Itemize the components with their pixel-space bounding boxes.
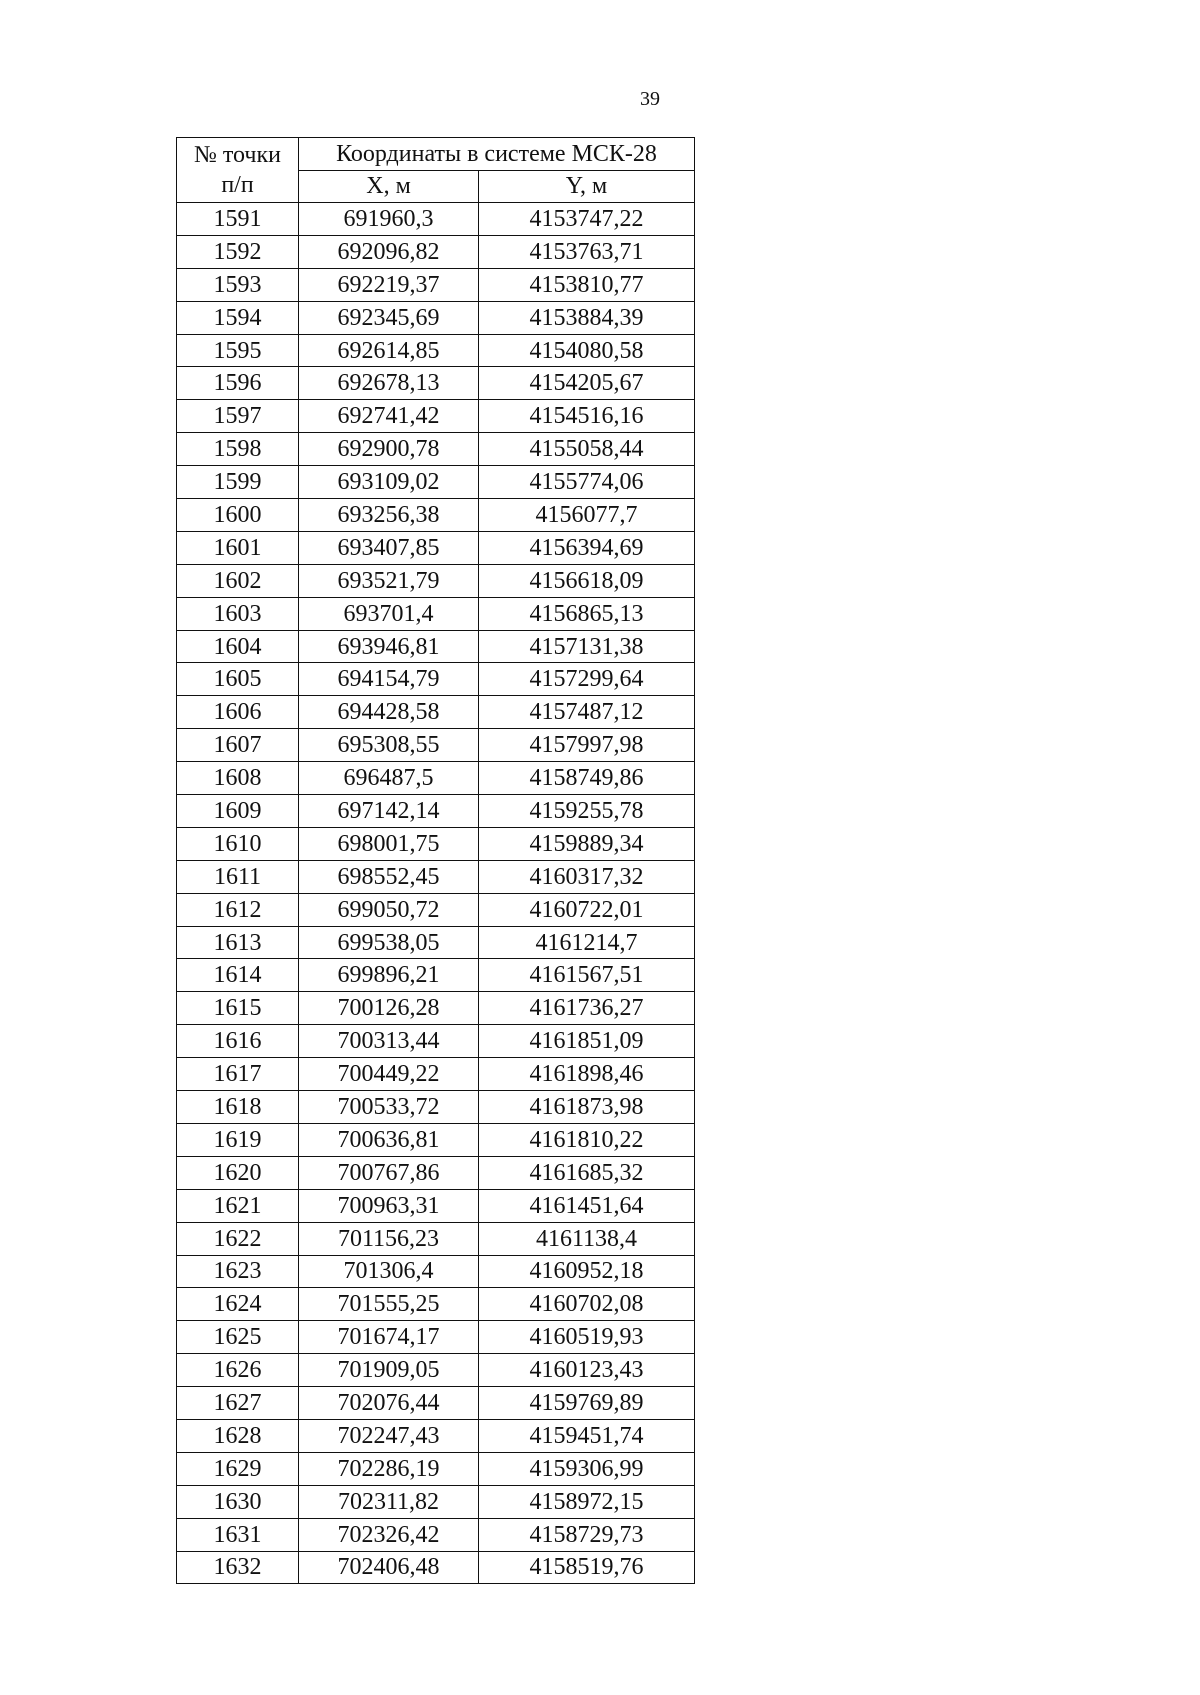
y-coordinate-cell: 4157487,12 <box>479 696 695 729</box>
point-number-header <box>177 138 299 203</box>
point-number-cell: 1632 <box>177 1551 299 1584</box>
x-coordinate-cell: 693407,85 <box>299 531 479 564</box>
x-coordinate-cell: 692741,42 <box>299 400 479 433</box>
y-coordinate-cell: 4160317,32 <box>479 860 695 893</box>
point-number-cell: 1602 <box>177 564 299 597</box>
point-number-cell: 1593 <box>177 268 299 301</box>
table-row <box>177 564 695 597</box>
point-number-cell: 1605 <box>177 663 299 696</box>
y-coordinate-cell: 4161810,22 <box>479 1123 695 1156</box>
y-coordinate-cell: 4159255,78 <box>479 795 695 828</box>
y-coordinate-cell: 4159306,99 <box>479 1452 695 1485</box>
point-number-cell: 1607 <box>177 729 299 762</box>
x-coordinate-cell: 693946,81 <box>299 630 479 663</box>
point-number-cell: 1624 <box>177 1288 299 1321</box>
x-coordinate-cell: 702406,48 <box>299 1551 479 1584</box>
y-coordinate-cell: 4156077,7 <box>479 499 695 532</box>
coordinates-system-header: Координаты в системе МСК-28 <box>299 138 695 171</box>
y-coordinate-cell: 4161214,7 <box>479 926 695 959</box>
y-coordinate-cell: 4158972,15 <box>479 1485 695 1518</box>
y-coordinate-cell: 4161685,32 <box>479 1156 695 1189</box>
point-number-cell: 1631 <box>177 1518 299 1551</box>
point-number-header-line2: п/п <box>221 172 254 198</box>
table-row <box>177 1387 695 1420</box>
table-row <box>177 1419 695 1452</box>
x-coordinate-cell: 692614,85 <box>299 334 479 367</box>
point-number-cell: 1628 <box>177 1419 299 1452</box>
page-number: 39 <box>640 88 660 110</box>
y-coordinate-cell: 4154080,58 <box>479 334 695 367</box>
x-coordinate-cell: 695308,55 <box>299 729 479 762</box>
table-row <box>177 203 695 236</box>
y-coordinate-cell: 4156394,69 <box>479 531 695 564</box>
x-coordinate-cell: 693701,4 <box>299 597 479 630</box>
point-number-cell: 1599 <box>177 466 299 499</box>
point-number-cell: 1615 <box>177 992 299 1025</box>
x-coordinate-cell: 701674,17 <box>299 1321 479 1354</box>
point-number-cell: 1609 <box>177 795 299 828</box>
point-number-cell: 1613 <box>177 926 299 959</box>
table-row <box>177 367 695 400</box>
y-coordinate-cell: 4161138,4 <box>479 1222 695 1255</box>
x-coordinate-cell: 702326,42 <box>299 1518 479 1551</box>
table-row <box>177 433 695 466</box>
x-coordinate-cell: 694154,79 <box>299 663 479 696</box>
y-coordinate-cell: 4159451,74 <box>479 1419 695 1452</box>
table-row <box>177 301 695 334</box>
table-row <box>177 1255 695 1288</box>
x-coordinate-cell: 700767,86 <box>299 1156 479 1189</box>
y-column-header: Y, м <box>479 171 695 203</box>
x-coordinate-cell: 693521,79 <box>299 564 479 597</box>
x-coordinate-cell: 692345,69 <box>299 301 479 334</box>
x-coordinate-cell: 700313,44 <box>299 1025 479 1058</box>
x-coordinate-cell: 700126,28 <box>299 992 479 1025</box>
y-coordinate-cell: 4153747,22 <box>479 203 695 236</box>
table-row <box>177 499 695 532</box>
x-coordinate-cell: 693256,38 <box>299 499 479 532</box>
table-row <box>177 1518 695 1551</box>
point-number-cell: 1619 <box>177 1123 299 1156</box>
x-coordinate-cell: 692678,13 <box>299 367 479 400</box>
y-coordinate-cell: 4161898,46 <box>479 1058 695 1091</box>
coordinates-table <box>176 137 695 1584</box>
table-row <box>177 696 695 729</box>
table-row <box>177 1354 695 1387</box>
y-coordinate-cell: 4160519,93 <box>479 1321 695 1354</box>
point-number-cell: 1606 <box>177 696 299 729</box>
point-number-cell: 1621 <box>177 1189 299 1222</box>
table-row <box>177 1123 695 1156</box>
table-row <box>177 1156 695 1189</box>
table-row <box>177 334 695 367</box>
y-coordinate-cell: 4153884,39 <box>479 301 695 334</box>
point-number-cell: 1612 <box>177 893 299 926</box>
x-coordinate-cell: 702076,44 <box>299 1387 479 1420</box>
x-coordinate-cell: 700533,72 <box>299 1091 479 1124</box>
x-coordinate-cell: 700963,31 <box>299 1189 479 1222</box>
table-row <box>177 630 695 663</box>
y-coordinate-cell: 4155058,44 <box>479 433 695 466</box>
table-row <box>177 1452 695 1485</box>
y-coordinate-cell: 4159769,89 <box>479 1387 695 1420</box>
table-row <box>177 597 695 630</box>
y-coordinate-cell: 4161736,27 <box>479 992 695 1025</box>
y-coordinate-cell: 4161851,09 <box>479 1025 695 1058</box>
y-coordinate-cell: 4161873,98 <box>479 1091 695 1124</box>
table-row <box>177 235 695 268</box>
point-number-cell: 1627 <box>177 1387 299 1420</box>
y-coordinate-cell: 4157131,38 <box>479 630 695 663</box>
y-coordinate-cell: 4154516,16 <box>479 400 695 433</box>
table-row <box>177 1321 695 1354</box>
point-number-cell: 1608 <box>177 762 299 795</box>
point-number-header-line1: № точки <box>193 142 282 168</box>
point-number-cell: 1625 <box>177 1321 299 1354</box>
point-number-cell: 1598 <box>177 433 299 466</box>
point-number-cell: 1611 <box>177 860 299 893</box>
y-coordinate-cell: 4161451,64 <box>479 1189 695 1222</box>
x-coordinate-cell: 701555,25 <box>299 1288 479 1321</box>
x-coordinate-cell: 700636,81 <box>299 1123 479 1156</box>
point-number-cell: 1592 <box>177 235 299 268</box>
table-row <box>177 531 695 564</box>
y-coordinate-cell: 4156865,13 <box>479 597 695 630</box>
y-coordinate-cell: 4160123,43 <box>479 1354 695 1387</box>
y-coordinate-cell: 4161567,51 <box>479 959 695 992</box>
x-coordinate-cell: 701306,4 <box>299 1255 479 1288</box>
y-coordinate-cell: 4160952,18 <box>479 1255 695 1288</box>
x-coordinate-cell: 694428,58 <box>299 696 479 729</box>
point-number-cell: 1623 <box>177 1255 299 1288</box>
table-row <box>177 762 695 795</box>
table-row <box>177 268 695 301</box>
table-row <box>177 1485 695 1518</box>
x-coordinate-cell: 692096,82 <box>299 235 479 268</box>
point-number-cell: 1626 <box>177 1354 299 1387</box>
point-number-cell: 1614 <box>177 959 299 992</box>
point-number-cell: 1596 <box>177 367 299 400</box>
x-coordinate-cell: 702247,43 <box>299 1419 479 1452</box>
point-number-cell: 1595 <box>177 334 299 367</box>
x-coordinate-cell: 698552,45 <box>299 860 479 893</box>
table-row <box>177 400 695 433</box>
table-row <box>177 795 695 828</box>
y-coordinate-cell: 4158729,73 <box>479 1518 695 1551</box>
point-number-cell: 1604 <box>177 630 299 663</box>
table-row <box>177 1551 695 1584</box>
table-row <box>177 1222 695 1255</box>
x-coordinate-cell: 692900,78 <box>299 433 479 466</box>
y-coordinate-cell: 4160702,08 <box>479 1288 695 1321</box>
y-coordinate-cell: 4155774,06 <box>479 466 695 499</box>
x-coordinate-cell: 692219,37 <box>299 268 479 301</box>
x-coordinate-cell: 701156,23 <box>299 1222 479 1255</box>
x-coordinate-cell: 699538,05 <box>299 926 479 959</box>
point-number-cell: 1622 <box>177 1222 299 1255</box>
x-coordinate-cell: 696487,5 <box>299 762 479 795</box>
point-number-cell: 1630 <box>177 1485 299 1518</box>
table-row <box>177 1288 695 1321</box>
x-coordinate-cell: 693109,02 <box>299 466 479 499</box>
point-number-cell: 1629 <box>177 1452 299 1485</box>
y-coordinate-cell: 4156618,09 <box>479 564 695 597</box>
x-coordinate-cell: 701909,05 <box>299 1354 479 1387</box>
point-number-cell: 1600 <box>177 499 299 532</box>
point-number-cell: 1594 <box>177 301 299 334</box>
x-coordinate-cell: 698001,75 <box>299 827 479 860</box>
table-row <box>177 926 695 959</box>
table-row <box>177 729 695 762</box>
point-number-cell: 1597 <box>177 400 299 433</box>
table-row <box>177 893 695 926</box>
point-number-cell: 1591 <box>177 203 299 236</box>
point-number-cell: 1601 <box>177 531 299 564</box>
table-row <box>177 1091 695 1124</box>
y-coordinate-cell: 4159889,34 <box>479 827 695 860</box>
point-number-cell: 1616 <box>177 1025 299 1058</box>
x-coordinate-cell: 699896,21 <box>299 959 479 992</box>
x-column-header: X, м <box>299 171 479 203</box>
table-row <box>177 860 695 893</box>
x-coordinate-cell: 700449,22 <box>299 1058 479 1091</box>
table-row <box>177 959 695 992</box>
y-coordinate-cell: 4157997,98 <box>479 729 695 762</box>
y-coordinate-cell: 4158749,86 <box>479 762 695 795</box>
table-body <box>177 203 695 1584</box>
x-coordinate-cell: 697142,14 <box>299 795 479 828</box>
table-row <box>177 992 695 1025</box>
table-row <box>177 663 695 696</box>
point-number-cell: 1610 <box>177 827 299 860</box>
x-coordinate-cell: 691960,3 <box>299 203 479 236</box>
point-number-cell: 1620 <box>177 1156 299 1189</box>
point-number-cell: 1617 <box>177 1058 299 1091</box>
x-coordinate-cell: 702286,19 <box>299 1452 479 1485</box>
y-coordinate-cell: 4154205,67 <box>479 367 695 400</box>
y-coordinate-cell: 4157299,64 <box>479 663 695 696</box>
point-number-cell: 1603 <box>177 597 299 630</box>
y-coordinate-cell: 4153810,77 <box>479 268 695 301</box>
y-coordinate-cell: 4160722,01 <box>479 893 695 926</box>
y-coordinate-cell: 4153763,71 <box>479 235 695 268</box>
point-number-cell: 1618 <box>177 1091 299 1124</box>
table-row <box>177 1189 695 1222</box>
table-row <box>177 466 695 499</box>
x-coordinate-cell: 702311,82 <box>299 1485 479 1518</box>
table-row <box>177 827 695 860</box>
y-coordinate-cell: 4158519,76 <box>479 1551 695 1584</box>
table-row <box>177 1025 695 1058</box>
table-row <box>177 1058 695 1091</box>
x-coordinate-cell: 699050,72 <box>299 893 479 926</box>
